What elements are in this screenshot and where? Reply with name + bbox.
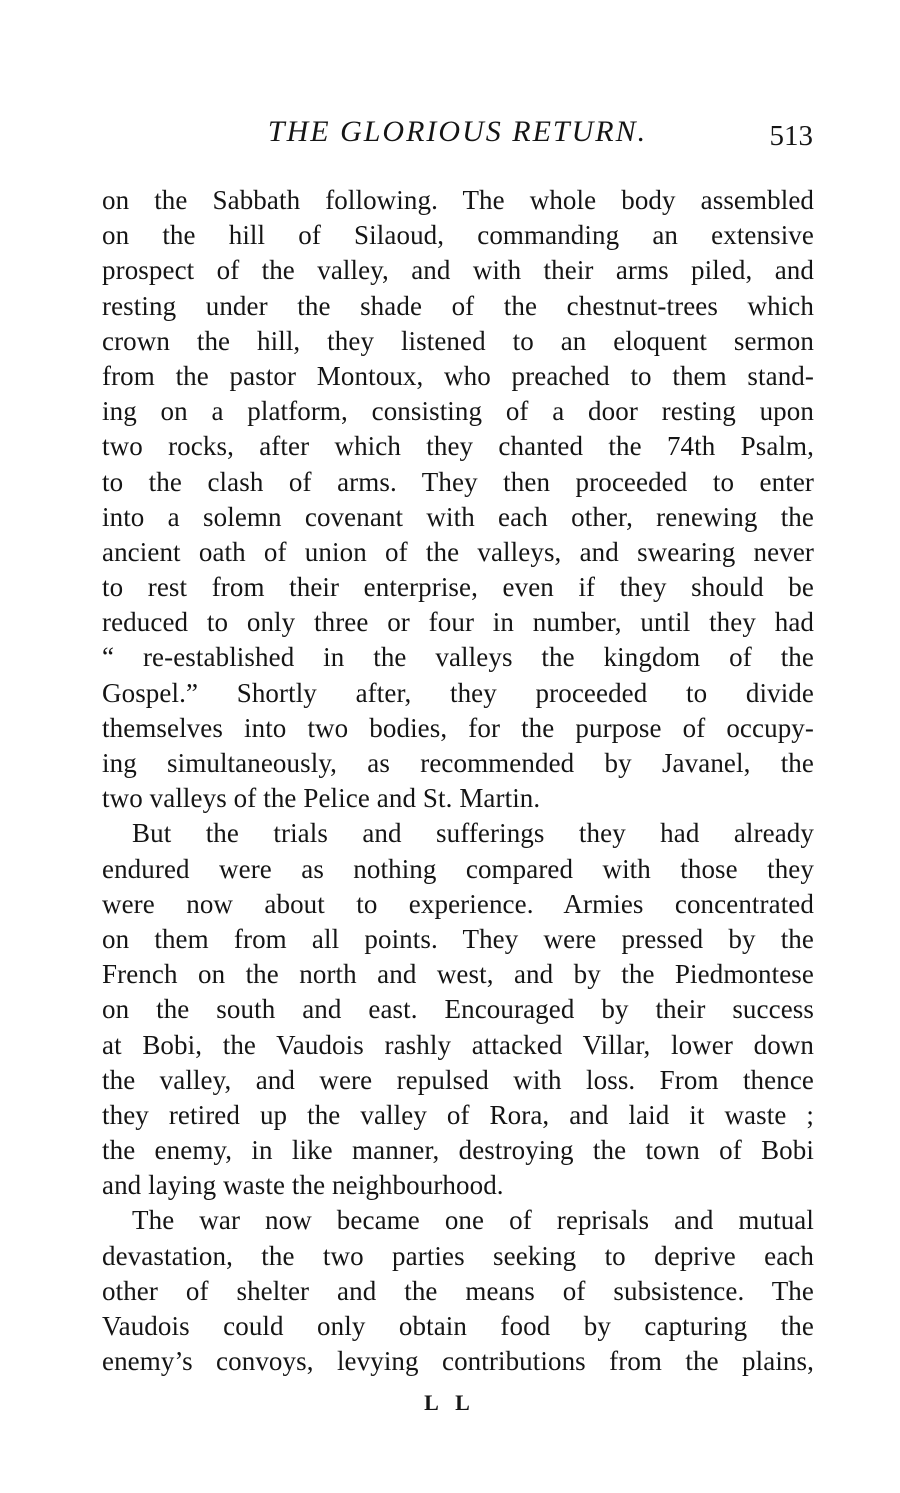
paragraph-3 xyxy=(102,1203,814,1379)
text-line: Gospel.” Shortly after, they proceeded to divide xyxy=(102,677,814,708)
text-line: they retired up the valley of Rora, and laid it waste ; xyxy=(102,1099,814,1130)
text-line: at Bobi, the Vaudois rashly attacked Villar, lower down xyxy=(102,1029,814,1060)
text-line: were now about to experience. Armies concentrated xyxy=(102,888,814,919)
text-line: other of shelter and the means of subsistence. The xyxy=(102,1275,814,1306)
text-line: resting under the shade of the chestnut-trees which xyxy=(102,290,814,321)
text-line: ancient oath of union of the valleys, and swearing never xyxy=(102,536,814,567)
text-line: and laying waste the neighbourhood. xyxy=(102,1170,504,1201)
text-line: enemy’s convoys, levying contributions from the plains, xyxy=(102,1346,814,1377)
running-title: THE GLORIOUS RETURN. xyxy=(267,115,648,148)
text-line: devastation, the two parties seeking to deprive each xyxy=(102,1240,814,1271)
text-line: French on the north and west, and by the Piedmontese xyxy=(102,959,814,990)
text-line: to rest from their enterprise, even if they should be xyxy=(102,572,814,603)
text-line: from the pastor Montoux, who preached to them stand- xyxy=(102,360,814,391)
text-line: into a solemn covenant with each other, renewing the xyxy=(102,501,814,532)
text-line: endured were as nothing compared with those they xyxy=(102,853,814,884)
text-line: two valleys of the Pelice and St. Martin. xyxy=(102,783,541,814)
text-line: themselves into two bodies, for the purpose of occupy- xyxy=(102,712,814,743)
text-line: crown the hill, they listened to an eloquent sermon xyxy=(102,325,814,356)
text-line: on the hill of Silaoud, commanding an extensive xyxy=(102,220,814,251)
text-line: on the south and east. Encouraged by their success xyxy=(102,994,814,1025)
text-line: the enemy, in like manner, destroying the town of Bobi xyxy=(102,1135,814,1166)
text-line: “ re-established in the valleys the kingdom of the xyxy=(102,642,814,673)
text-line: on them from all points. They were pressed by the xyxy=(102,923,814,954)
text-line: reduced to only three or four in number, until they had xyxy=(102,607,814,638)
text-line: prospect of the valley, and with their arms piled, and xyxy=(102,255,814,286)
text-line: on the Sabbath following. The whole body assembled xyxy=(102,185,814,215)
text-line: The war now became one of reprisals and mutual xyxy=(132,1205,814,1236)
body-text xyxy=(102,183,814,1379)
paragraph-1 xyxy=(102,183,814,816)
signature-mark: L L xyxy=(424,1390,476,1415)
text-line: But the trials and sufferings they had already xyxy=(132,818,814,849)
page-number: 513 xyxy=(769,120,813,152)
text-line: ing on a platform, consisting of a door resting upon xyxy=(102,396,814,427)
text-line: Vaudois could only obtain food by capturing the xyxy=(102,1311,814,1341)
text-line: ing simultaneously, as recommended by Javanel, the xyxy=(102,748,814,778)
text-line: to the clash of arms. They then proceeded to enter xyxy=(102,466,814,497)
text-line: the valley, and were repulsed with loss. From thence xyxy=(102,1064,814,1095)
text-line: two rocks, after which they chanted the 74th Psalm, xyxy=(102,431,814,462)
paragraph-2 xyxy=(102,816,814,1203)
page-header xyxy=(100,112,815,156)
